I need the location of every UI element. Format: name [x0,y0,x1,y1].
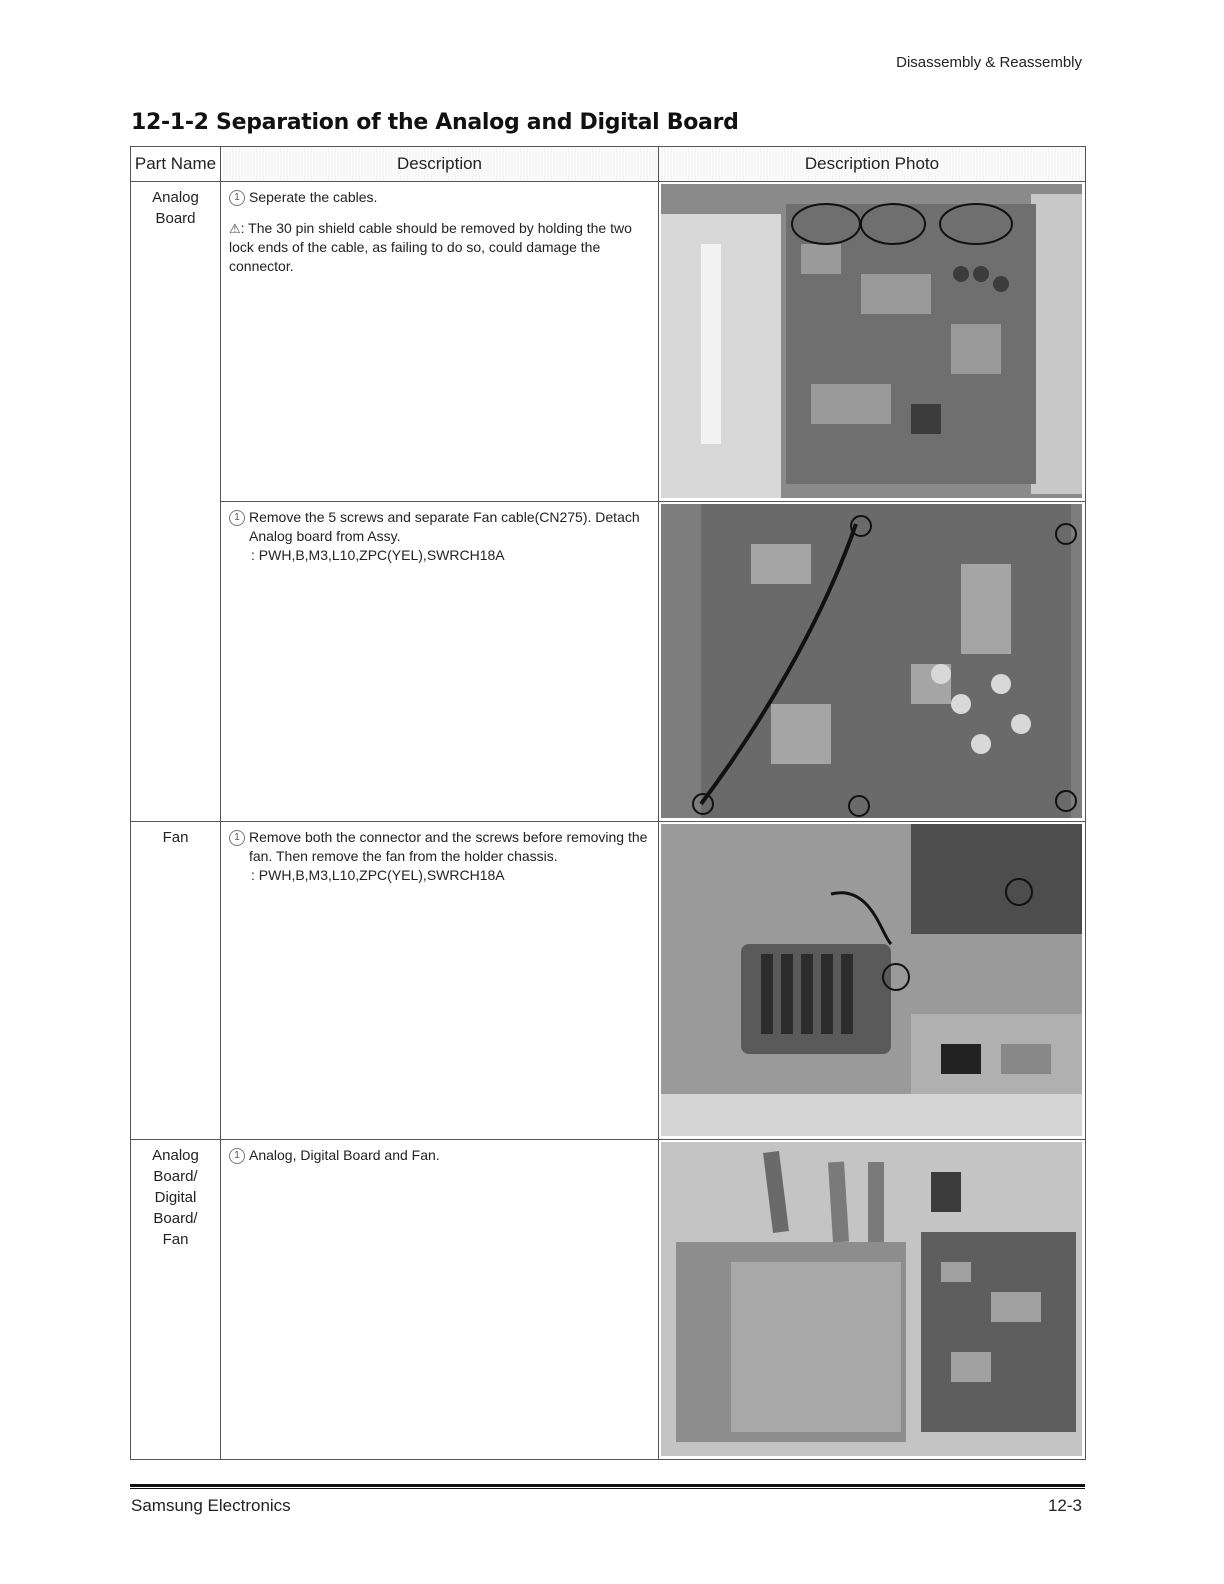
section-title: 12-1-2 Separation of the Analog and Digital Board [131,110,739,135]
step-text: Analog, Digital Board and Fan. [249,1147,440,1163]
step-text: Remove both the connector and the screws before removing the fan. Then remove the fan from the holder chassis. [249,829,648,864]
footer-rule [130,1484,1085,1487]
warning-triangle-icon: ⚠ [229,221,241,236]
table-row [131,1140,1086,1460]
screw-spec: : PWH,B,M3,L10,ZPC(YEL),SWRCH18A [251,547,505,563]
running-header: Disassembly & Reassembly [896,54,1082,71]
warning-text: : The 30 pin shield cable should be removed by holding the two lock ends of the cable, as failing to do so, could damage the connector. [229,220,632,274]
table-row [131,182,1086,502]
analog-board-cables-photo [661,184,1082,498]
description-cell [221,502,659,822]
description-cell [221,182,659,502]
column-header-part-name: Part Name [131,147,221,182]
boards-and-fan-photo [661,1142,1082,1456]
table-row [131,822,1086,1140]
part-name-cell: Fan [131,822,221,1140]
description-cell [221,1140,659,1460]
column-header-photo: Description Photo [659,147,1086,182]
disassembly-table [130,146,1086,1460]
column-header-description: Description [221,147,659,182]
step-text: Seperate the cables. [249,189,378,205]
table-row [131,502,1086,822]
step-number: 1 [229,830,245,846]
warning-note [229,219,650,276]
table-header-row [131,147,1086,182]
photo-cell [659,182,1086,502]
step-text: Remove the 5 screws and separate Fan cable(CN275). Detach Analog board from Assy. [249,509,640,544]
part-name-cell: Analog Board [131,182,221,822]
footer-rule-thin [130,1488,1085,1489]
fan-removal-photo [661,824,1082,1136]
analog-board-screws-photo [661,504,1082,818]
footer-company: Samsung Electronics [131,1496,291,1515]
screw-spec: : PWH,B,M3,L10,ZPC(YEL),SWRCH18A [251,867,505,883]
photo-cell [659,822,1086,1140]
step-number: 1 [229,190,245,206]
page-number: 12-3 [1047,1496,1082,1515]
step-number: 1 [229,1148,245,1164]
photo-cell [659,1140,1086,1460]
part-name-cell: Analog Board/ Digital Board/ Fan [131,1140,221,1460]
description-cell [221,822,659,1140]
photo-cell [659,502,1086,822]
step-number: 1 [229,510,245,526]
